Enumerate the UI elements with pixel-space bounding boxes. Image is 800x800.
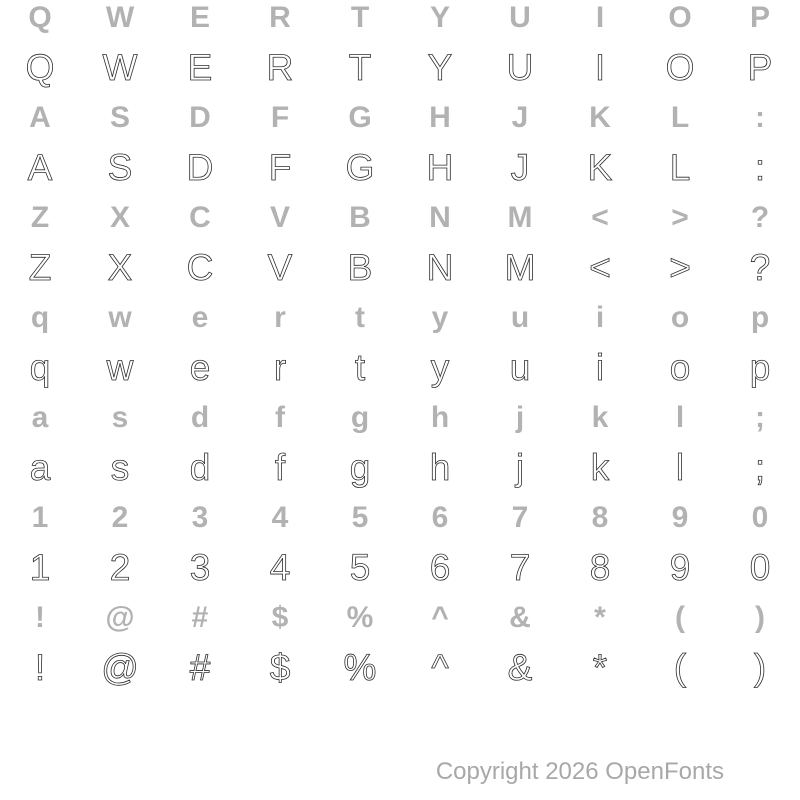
glyph: 7: [509, 547, 531, 588]
glyph: 6: [431, 501, 449, 534]
glyph: &: [509, 601, 531, 634]
glyph: Q: [28, 1, 52, 34]
glyph: #: [189, 647, 211, 688]
glyph: E: [187, 47, 213, 88]
glyph: Y: [427, 47, 453, 88]
glyph: ^: [431, 601, 449, 634]
glyph-row-reference: [0, 593, 800, 643]
glyph: s: [110, 447, 130, 488]
glyph: G: [345, 147, 375, 188]
glyph: w: [106, 347, 134, 388]
glyph: W: [102, 47, 138, 88]
glyph-row-reference: [0, 93, 800, 143]
glyph: X: [107, 247, 133, 288]
glyph: >: [669, 247, 691, 288]
glyph: e: [189, 347, 211, 388]
glyph: 3: [191, 501, 209, 534]
glyph: 1: [29, 547, 51, 588]
glyph: B: [347, 247, 373, 288]
glyph: J: [510, 147, 530, 188]
glyph: 4: [269, 547, 291, 588]
glyph: 3: [189, 547, 211, 588]
glyph: ?: [749, 247, 771, 288]
glyph: <: [589, 247, 611, 288]
glyph-row-reference: [0, 293, 800, 343]
glyph: I: [594, 47, 606, 88]
glyph: ;: [754, 447, 766, 488]
copyright-notice: Copyright 2026 OpenFonts: [435, 758, 724, 785]
glyph: p: [749, 347, 771, 388]
glyph: 5: [349, 547, 371, 588]
glyph: t: [354, 347, 366, 388]
glyph: w: [108, 301, 132, 334]
glyph: (: [675, 601, 685, 634]
glyph-row-reference: [0, 193, 800, 243]
glyph: Y: [429, 1, 450, 34]
glyph: D: [186, 147, 214, 188]
glyph: R: [269, 1, 291, 34]
glyph: M: [504, 247, 536, 288]
glyph: R: [266, 47, 294, 88]
glyph: G: [348, 101, 372, 134]
glyph-row-preview: [0, 243, 800, 293]
glyph: 4: [271, 501, 289, 534]
glyph: o: [669, 347, 691, 388]
glyph: l: [675, 447, 685, 488]
glyph: &: [507, 647, 533, 688]
glyph: C: [186, 247, 214, 288]
glyph: ^: [431, 647, 449, 688]
glyph: j: [515, 401, 525, 434]
glyph: I: [595, 1, 605, 34]
glyph: S: [107, 147, 133, 188]
glyph: D: [189, 101, 211, 134]
glyph: 1: [31, 501, 49, 534]
glyph: h: [430, 401, 450, 434]
glyph: %: [343, 647, 377, 688]
glyph: 8: [591, 501, 609, 534]
glyph: *: [594, 601, 606, 634]
glyph: 2: [109, 547, 131, 588]
glyph: *: [592, 647, 608, 688]
glyph: i: [595, 301, 605, 334]
glyph-row-preview: [0, 143, 800, 193]
glyph: E: [189, 1, 210, 34]
glyph-row-reference: [0, 393, 800, 443]
glyph: U: [509, 1, 531, 34]
glyph: H: [429, 101, 451, 134]
glyph: f: [275, 401, 285, 434]
glyph: 6: [429, 547, 451, 588]
glyph: !: [35, 601, 45, 634]
glyph: X: [109, 201, 130, 234]
glyph: C: [189, 201, 211, 234]
glyph: <: [591, 201, 609, 234]
glyph: 2: [111, 501, 129, 534]
glyph: !: [34, 647, 46, 688]
glyph: 9: [669, 547, 691, 588]
glyph: r: [273, 347, 287, 388]
glyph: Z: [30, 201, 50, 234]
glyph: K: [587, 147, 613, 188]
glyph: k: [591, 401, 609, 434]
glyph: t: [355, 301, 365, 334]
glyph: P: [749, 1, 770, 34]
glyph: S: [109, 101, 130, 134]
glyph: f: [274, 447, 286, 488]
glyph: ?: [750, 201, 770, 234]
glyph: %: [346, 601, 374, 634]
glyph: A: [27, 147, 53, 188]
glyph: r: [274, 301, 286, 334]
glyph: j: [515, 447, 525, 488]
glyph: d: [189, 447, 211, 488]
glyph: ;: [755, 401, 765, 434]
glyph: N: [426, 247, 454, 288]
glyph-row-preview: [0, 543, 800, 593]
glyph: L: [669, 147, 691, 188]
glyph-row-preview: [0, 643, 800, 693]
glyph: K: [589, 101, 611, 134]
glyph: P: [747, 47, 773, 88]
glyph: 9: [671, 501, 689, 534]
glyph: M: [507, 201, 533, 234]
glyph: k: [590, 447, 610, 488]
glyph: 0: [749, 547, 771, 588]
glyph: s: [111, 401, 129, 434]
glyph: o: [670, 301, 690, 334]
glyph: $: [271, 601, 289, 634]
glyph: T: [350, 1, 370, 34]
glyph: d: [190, 401, 210, 434]
glyph-row-reference: [0, 0, 800, 43]
glyph: O: [668, 1, 692, 34]
glyph: H: [426, 147, 454, 188]
glyph: V: [269, 201, 290, 234]
glyph: 7: [511, 501, 529, 534]
glyph: V: [267, 247, 293, 288]
glyph: q: [30, 301, 50, 334]
glyph: @: [101, 647, 139, 688]
glyph: i: [595, 347, 605, 388]
glyph: 5: [351, 501, 369, 534]
glyph: :: [754, 147, 766, 188]
glyph: L: [670, 101, 690, 134]
glyph: a: [31, 401, 49, 434]
glyph: 0: [751, 501, 769, 534]
glyph: Q: [25, 47, 55, 88]
glyph: y: [430, 347, 450, 388]
glyph: ): [755, 601, 765, 634]
glyph-row-preview: [0, 443, 800, 493]
glyph: O: [665, 47, 695, 88]
glyph: e: [191, 301, 209, 334]
glyph: Z: [28, 247, 52, 288]
glyph: $: [269, 647, 291, 688]
glyph: @: [105, 601, 135, 634]
glyph: N: [429, 201, 451, 234]
glyph: U: [506, 47, 534, 88]
glyph: u: [510, 301, 530, 334]
glyph: #: [191, 601, 209, 634]
glyph: F: [270, 101, 290, 134]
glyph: 8: [589, 547, 611, 588]
glyph: >: [671, 201, 689, 234]
glyph-row-preview: [0, 343, 800, 393]
glyph: B: [349, 201, 371, 234]
glyph-row-preview: [0, 43, 800, 93]
glyph: A: [29, 101, 51, 134]
glyph: :: [755, 101, 765, 134]
glyph: F: [268, 147, 292, 188]
glyph: p: [750, 301, 770, 334]
glyph-row-reference: [0, 493, 800, 543]
glyph: l: [675, 401, 685, 434]
glyph: u: [509, 347, 531, 388]
glyph: y: [431, 301, 449, 334]
glyph: q: [29, 347, 51, 388]
glyph: W: [105, 1, 135, 34]
glyph: h: [429, 447, 451, 488]
glyph: g: [350, 401, 370, 434]
glyph: g: [349, 447, 371, 488]
glyph: ): [753, 647, 767, 688]
glyph: T: [348, 47, 372, 88]
glyph: (: [673, 647, 687, 688]
glyph: J: [511, 101, 529, 134]
glyph: a: [29, 447, 51, 488]
